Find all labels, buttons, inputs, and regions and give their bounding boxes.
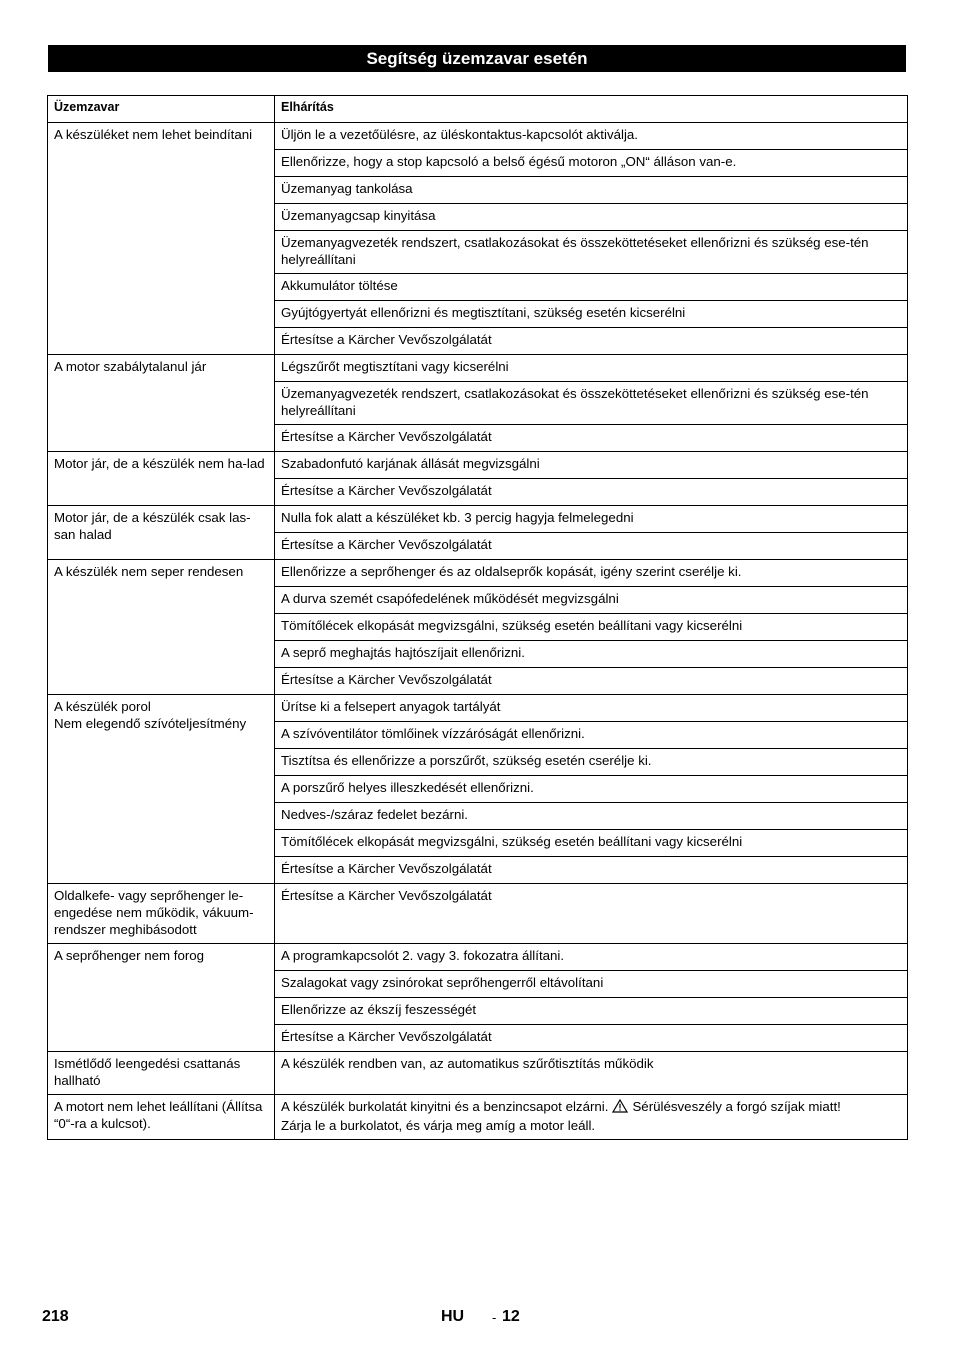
fault-text: A készüléket nem lehet beindítani (54, 127, 253, 142)
remedy-cell (275, 506, 908, 533)
remedy-text: Értesítse a Kärcher Vevőszolgálatát (281, 332, 492, 347)
fault-text: Ismétlődő leengedési csattanás hallható (54, 1056, 241, 1088)
remedy-text: Üzemanyagvezeték rendszert, csatlakozásokat és összeköttetéseket ellenőrizni és szükség ese-tén helyreállítani (281, 235, 869, 267)
remedy-text: Értesítse a Kärcher Vevőszolgálatát (281, 672, 492, 687)
remedy-text: Nedves-/száraz fedelet bezárni. (281, 807, 468, 822)
remedy-text: A durva szemét csapófedelének működését megvizsgálni (281, 591, 619, 606)
fault-text: A motor szabálytalanul jár (54, 359, 207, 374)
remedy-text: Értesítse a Kärcher Vevőszolgálatát (281, 537, 492, 552)
fault-cell (48, 560, 275, 695)
language-code: HU (441, 1308, 465, 1325)
warning-triangle-icon (612, 1099, 628, 1117)
fault-text: Motor jár, de a készülék csak las-san halad (54, 510, 251, 542)
remedy-cell (275, 587, 908, 614)
remedy-text: Tömítőlécek elkopását megvizsgálni, szükség esetén beállítani vagy kicserélni (281, 834, 743, 849)
remedy-cell (275, 1052, 908, 1095)
remedy-cell (275, 355, 908, 382)
remedy-cell (275, 123, 908, 150)
remedy-text: Üzemanyagcsap kinyitása (281, 208, 436, 223)
remedy-text: Értesítse a Kärcher Vevőszolgálatát (281, 483, 492, 498)
fault-text: A seprőhenger nem forog (54, 948, 205, 963)
fault-cell (48, 1052, 275, 1095)
remedy-cell (275, 857, 908, 884)
remedy-text: A készülék rendben van, az automatikus szűrőtisztítás működik (281, 1056, 654, 1071)
remedy-text: A programkapcsolót 2. vagy 3. fokozatra állítani. (281, 948, 565, 963)
fault-text: Nem elegendő szívóteljesítmény (54, 716, 247, 731)
remedy-cell (275, 274, 908, 301)
fault-cell (48, 506, 275, 560)
table-row (48, 506, 908, 533)
remedy-text: Ellenőrizze a seprőhenger és az oldalseprők kopását, igény szerint cserélje ki. (281, 564, 742, 579)
fault-text: Motor jár, de a készülék nem ha-lad (54, 456, 265, 471)
remedy-text: A porszűrő helyes illeszkedését ellenőrizni. (281, 780, 534, 795)
warning-text: Sérülésveszély a forgó szíjak miatt! (632, 1099, 841, 1114)
remedy-text: A seprő meghajtás hajtószíjait ellenőrizni. (281, 645, 525, 660)
remedy-cell (275, 150, 908, 177)
remedy-cell (275, 231, 908, 274)
remedy-cell (275, 944, 908, 971)
remedy-text: Tömítőlécek elkopását megvizsgálni, szükség esetén beállítani vagy kicserélni (281, 618, 743, 633)
remedy-cell (275, 1025, 908, 1052)
remedy-cell (275, 533, 908, 560)
page-number: 218 (42, 1308, 69, 1325)
table-row (48, 123, 908, 150)
fault-cell (48, 123, 275, 355)
remedy-text: Légszűrőt megtisztítani vagy kicserélni (281, 359, 509, 374)
fault-cell (48, 452, 275, 506)
table-row (48, 884, 908, 944)
footer-dash: - (492, 1310, 497, 1325)
fault-cell (48, 944, 275, 1052)
remedy-text: Üzemanyagvezeték rendszert, csatlakozásokat és összeköttetéseket ellenőrizni és szükség ese-tén helyreállítani (281, 386, 869, 418)
remedy-cell (275, 425, 908, 452)
remedy-cell (275, 695, 908, 722)
fault-cell (48, 695, 275, 884)
remedy-text: Gyújtógyertyát ellenőrizni és megtisztítani, szükség esetén kicserélni (281, 305, 686, 320)
fault-text: Oldalkefe- vagy seprőhenger le-engedése nem működik, vákuum-rendszer meghibásodott (54, 888, 254, 937)
remedy-cell (275, 614, 908, 641)
remedy-text: Szalagokat vagy zsinórokat seprőhengerről eltávolítani (281, 975, 604, 990)
table-row (48, 1095, 908, 1140)
remedy-text: Tisztítsa és ellenőrizze a porszűrőt, szükség esetén cserélje ki. (281, 753, 652, 768)
table-row (48, 1052, 908, 1095)
table-row (48, 944, 908, 971)
table-row (48, 560, 908, 587)
remedy-text: Értesítse a Kärcher Vevőszolgálatát (281, 861, 492, 876)
remedy-cell (275, 668, 908, 695)
remedy-cell (275, 452, 908, 479)
remedy-cell (275, 749, 908, 776)
fault-text: A készülék nem seper rendesen (54, 564, 244, 579)
remedy-text: A készülék burkolatát kinyitni és a benzincsapot elzárni. (281, 1099, 609, 1114)
remedy-text: Nulla fok alatt a készüléket kb. 3 percig hagyja felmelegedni (281, 510, 634, 525)
table-header-row (48, 96, 908, 123)
remedy-cell (275, 382, 908, 425)
remedy-cell (275, 479, 908, 506)
fault-text: A készülék porol (54, 699, 151, 714)
remedy-text: Ürítse ki a felsepert anyagok tartályát (281, 699, 501, 714)
remedy-cell (275, 884, 908, 944)
table-row (48, 452, 908, 479)
remedy-cell (275, 1095, 908, 1140)
remedy-text: Ellenőrizze az ékszíj feszességét (281, 1002, 477, 1017)
table-row (48, 695, 908, 722)
table-row (48, 355, 908, 382)
troubleshooting-table (47, 95, 908, 1140)
remedy-text: Ellenőrizze, hogy a stop kapcsoló a belső égésű motoron „ON“ álláson van-e. (281, 154, 737, 169)
table-body (48, 123, 908, 1140)
fault-text: A motort nem lehet leállítani (Állítsa “0“-ra a kulcsot). (54, 1099, 263, 1131)
remedy-cell (275, 830, 908, 857)
fault-cell (48, 355, 275, 452)
remedy-cell (275, 560, 908, 587)
remedy-cell (275, 971, 908, 998)
remedy-text: Értesítse a Kärcher Vevőszolgálatát (281, 888, 492, 903)
remedy-cell (275, 998, 908, 1025)
remedy-cell (275, 177, 908, 204)
remedy-text: Szabadonfutó karjának állását megvizsgálni (281, 456, 540, 471)
remedy-cell (275, 722, 908, 749)
fault-cell (48, 884, 275, 944)
remedy-cell (275, 803, 908, 830)
remedy-text: Értesítse a Kärcher Vevőszolgálatát (281, 429, 492, 444)
remedy-cell (275, 328, 908, 355)
remedy-cell (275, 204, 908, 231)
remedy-cell (275, 301, 908, 328)
remedy-text: Értesítse a Kärcher Vevőszolgálatát (281, 1029, 492, 1044)
remedy-text: Üljön le a vezetőülésre, az üléskontaktus-kapcsolót aktiválja. (281, 127, 638, 142)
header-remedy: Elhárítás (275, 96, 908, 123)
remedy-text: Akkumulátor töltése (281, 278, 398, 293)
remedy-text: Üzemanyag tankolása (281, 181, 413, 196)
page-title: Segítség üzemzavar esetén (48, 45, 906, 72)
remedy-cell (275, 776, 908, 803)
section-page-number: 12 (502, 1308, 520, 1325)
remedy-cell (275, 641, 908, 668)
remedy-text: A szívóventilátor tömlőinek vízzáróságát ellenőrizni. (281, 726, 585, 741)
remedy-text: Zárja le a burkolatot, és várja meg amíg a motor leáll. (281, 1118, 596, 1133)
fault-cell (48, 1095, 275, 1140)
header-fault: Üzemzavar (48, 96, 275, 123)
